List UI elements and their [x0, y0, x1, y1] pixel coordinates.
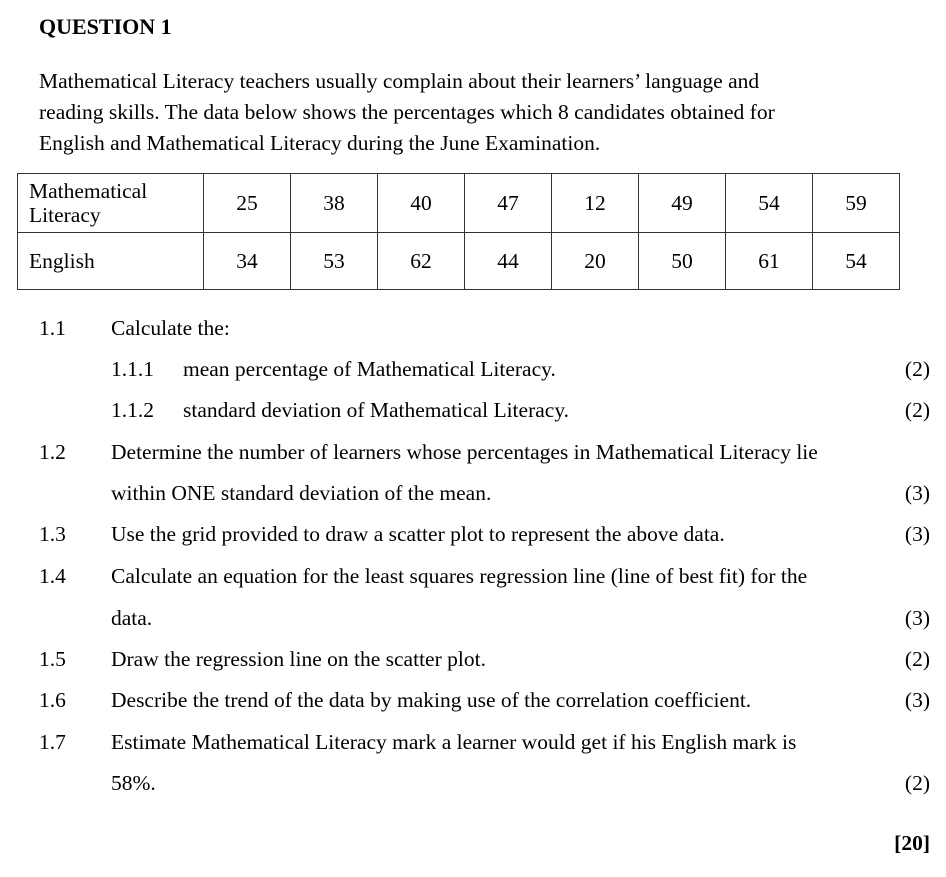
- math-lit-cell: 40: [378, 174, 465, 233]
- q1-2-text-line2: within ONE standard deviation of the mean.: [111, 481, 492, 505]
- q1-2-mark: (3): [904, 481, 930, 505]
- math-lit-cell: 59: [813, 174, 900, 233]
- q1-1-text: Calculate the:: [111, 316, 230, 340]
- math-lit-cell: 25: [204, 174, 291, 233]
- q1-4-mark: (3): [904, 606, 930, 630]
- math-lit-cell: 12: [552, 174, 639, 233]
- english-cell: 44: [465, 233, 552, 290]
- intro-line-3: English and Mathematical Literacy during the June Examination.: [39, 131, 601, 155]
- math-lit-cell: 47: [465, 174, 552, 233]
- q1-2-text-line1: Determine the number of learners whose percentages in Mathematical Literacy lie: [111, 440, 818, 464]
- english-cell: 34: [204, 233, 291, 290]
- intro-line-2: reading skills. The data below shows the percentages which 8 candidates obtained for: [39, 100, 775, 124]
- math-lit-cell: 54: [726, 174, 813, 233]
- q1-7-text-line1: Estimate Mathematical Literacy mark a learner would get if his English mark is: [111, 730, 797, 754]
- english-cell: 53: [291, 233, 378, 290]
- total-marks: [20]: [894, 831, 930, 855]
- q1-7-number: 1.7: [39, 730, 66, 754]
- q1-1-2-mark: (2): [904, 398, 930, 422]
- q1-2-number: 1.2: [39, 440, 66, 464]
- q1-6-number: 1.6: [39, 688, 66, 712]
- english-cell: 61: [726, 233, 813, 290]
- q1-7-text-line2: 58%.: [111, 771, 156, 795]
- row-label-english: English: [18, 233, 204, 290]
- q1-1-2-number: 1.1.2: [111, 398, 154, 422]
- row-label-math-lit-line1: Mathematical: [29, 179, 148, 203]
- english-cell: 54: [813, 233, 900, 290]
- data-table: [17, 173, 900, 290]
- english-cell: 62: [378, 233, 465, 290]
- row-label-math-lit-line2: Literacy: [29, 203, 101, 227]
- question-heading: QUESTION 1: [39, 14, 172, 39]
- intro-line-1: Mathematical Literacy teachers usually complain about their learners’ language and: [39, 69, 760, 93]
- q1-1-2-text: standard deviation of Mathematical Literacy.: [183, 398, 570, 422]
- english-cell: 50: [639, 233, 726, 290]
- q1-1-1-text: mean percentage of Mathematical Literacy.: [183, 357, 556, 381]
- q1-6-mark: (3): [904, 688, 930, 712]
- q1-1-1-number: 1.1.1: [111, 357, 154, 381]
- q1-5-number: 1.5: [39, 647, 66, 671]
- table-row-math-lit: [18, 174, 900, 233]
- q1-4-text-line2: data.: [111, 606, 153, 630]
- q1-4-number: 1.4: [39, 564, 66, 588]
- q1-5-mark: (2): [904, 647, 930, 671]
- table-row-english: [18, 233, 900, 290]
- math-lit-cell: 38: [291, 174, 378, 233]
- q1-1-number: 1.1: [39, 316, 66, 340]
- english-cell: 20: [552, 233, 639, 290]
- math-lit-cell: 49: [639, 174, 726, 233]
- q1-7-mark: (2): [904, 771, 930, 795]
- q1-6-text: Describe the trend of the data by making use of the correlation coefficient.: [111, 688, 752, 712]
- q1-3-mark: (3): [904, 522, 930, 546]
- q1-5-text: Draw the regression line on the scatter plot.: [111, 647, 486, 671]
- row-label-math-lit: [18, 174, 204, 233]
- q1-3-number: 1.3: [39, 522, 66, 546]
- q1-4-text-line1: Calculate an equation for the least squares regression line (line of best fit) for the: [111, 564, 808, 588]
- q1-1-1-mark: (2): [904, 357, 930, 381]
- q1-3-text: Use the grid provided to draw a scatter plot to represent the above data.: [111, 522, 725, 546]
